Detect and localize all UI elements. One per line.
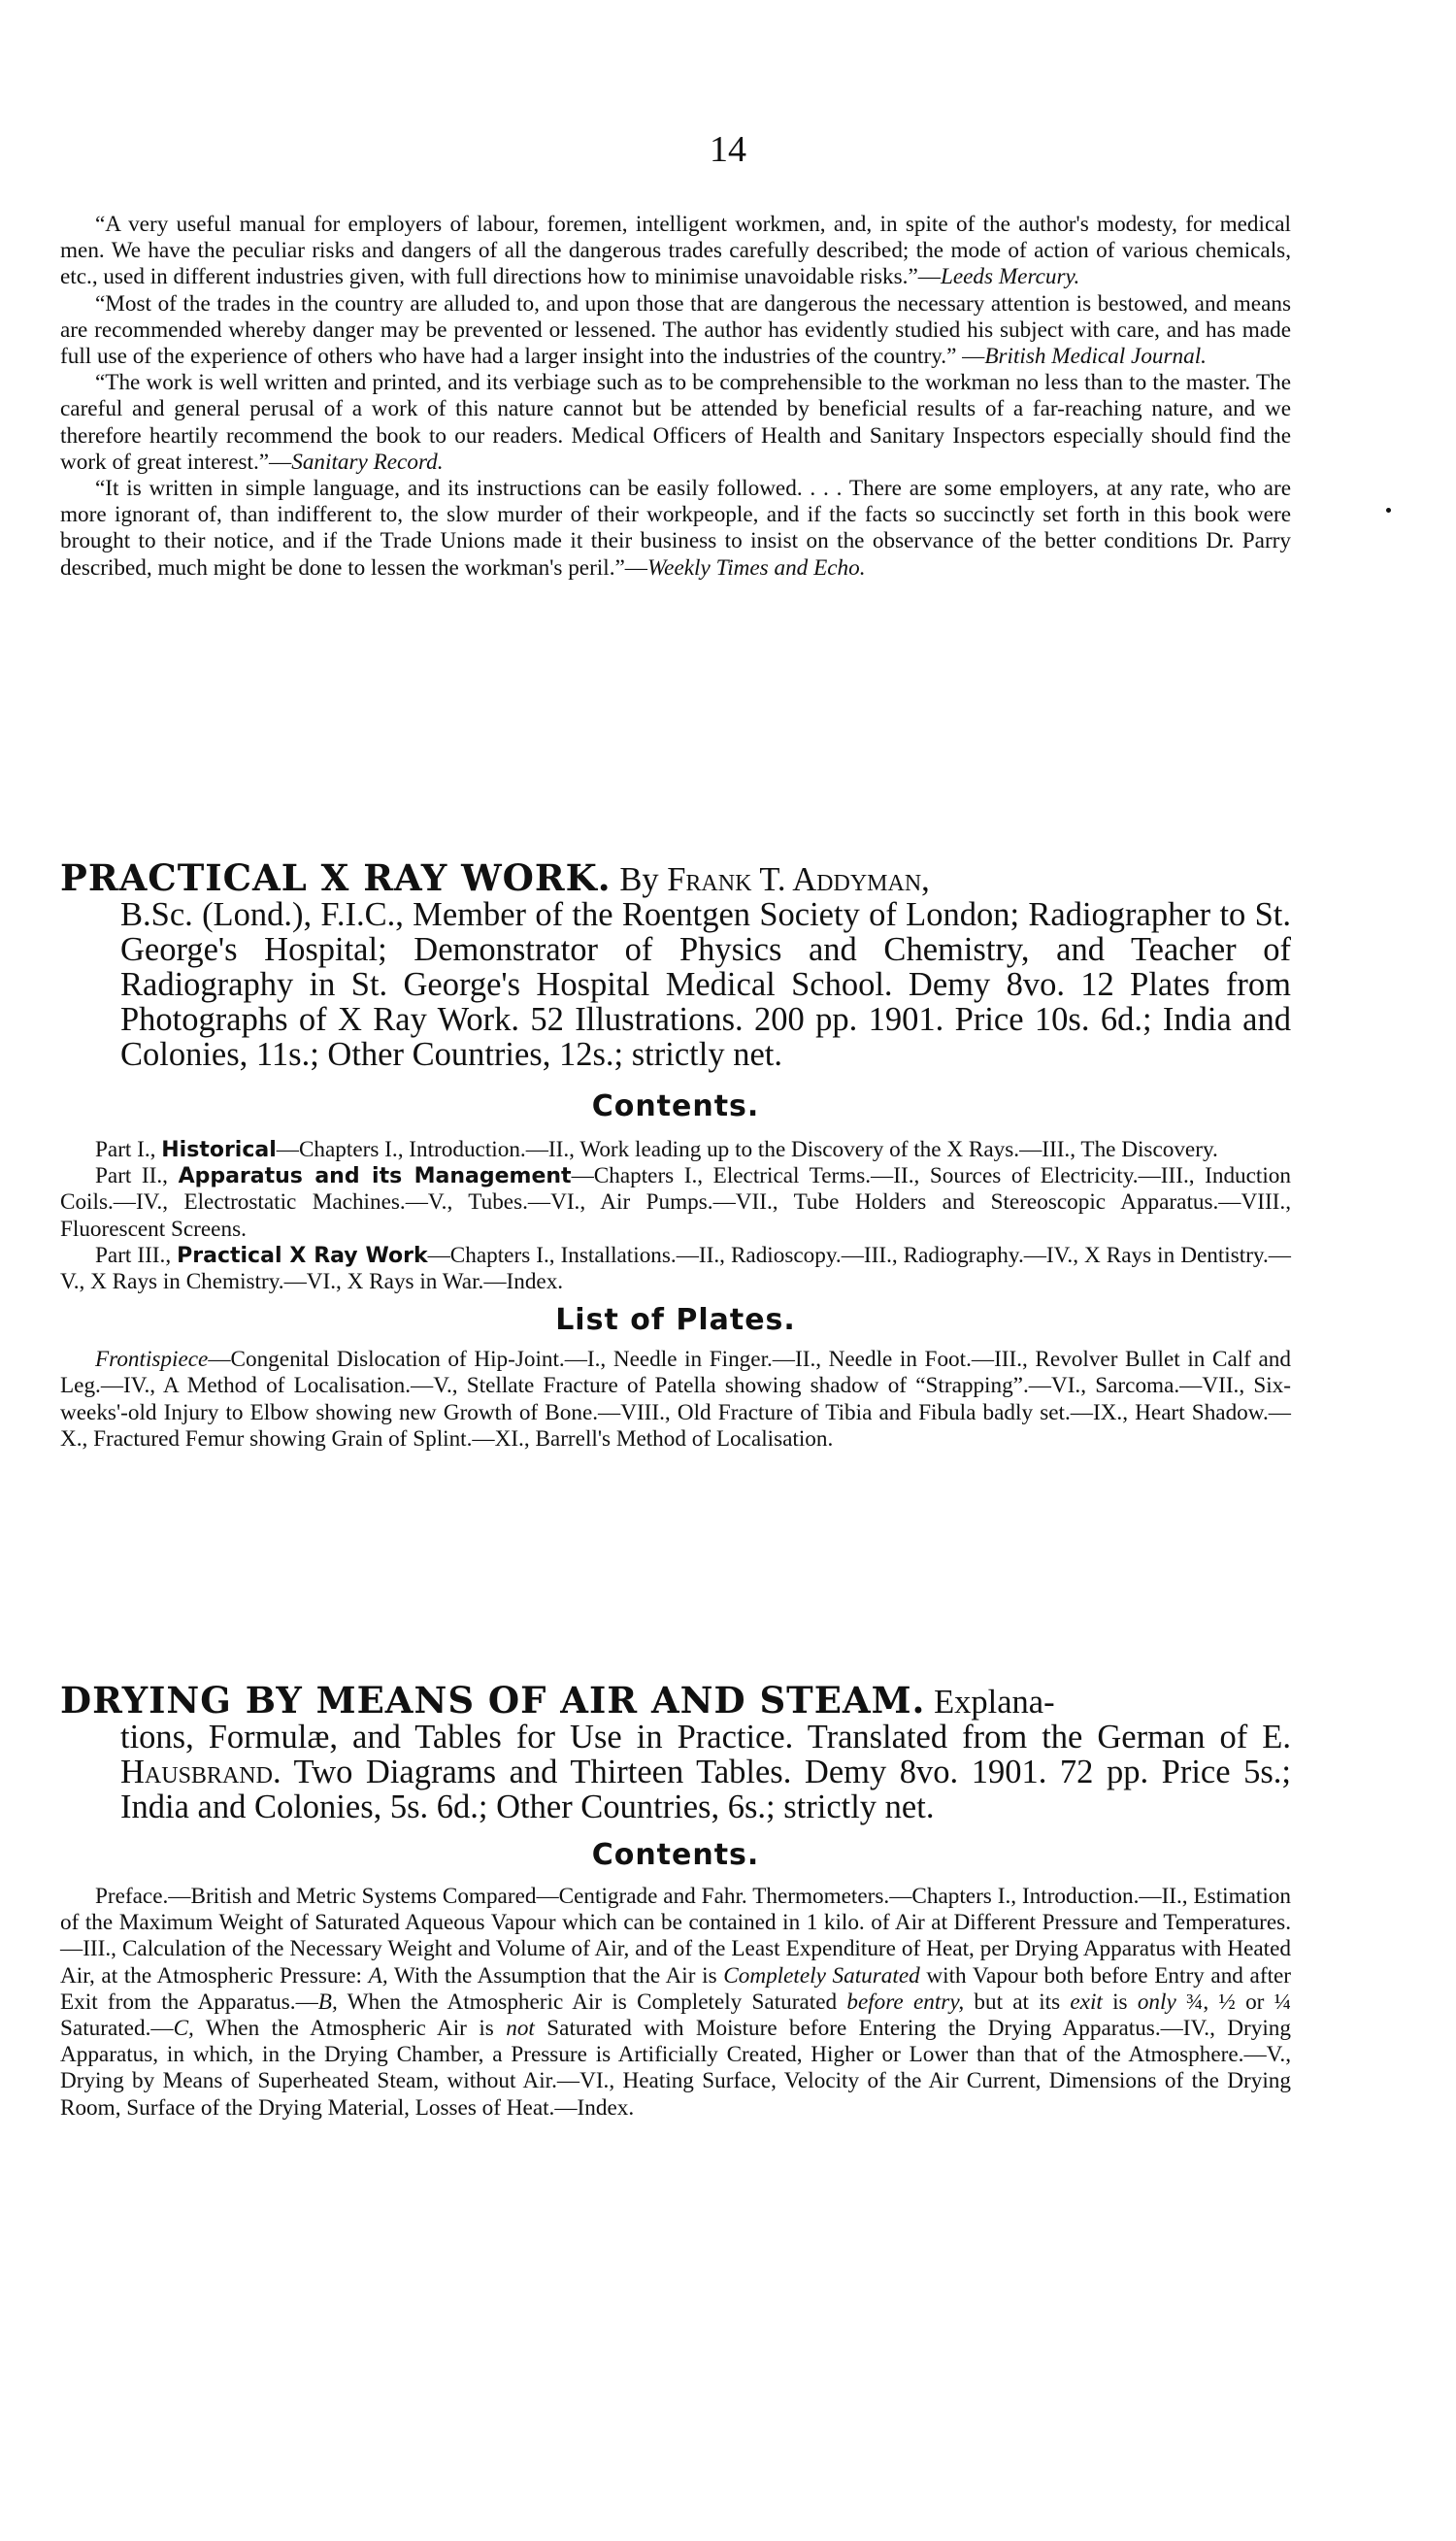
contents-paragraph: Preface.—British and Metric Systems Compared—Centigrade and Fahr. Thermometers.—Chapters I., Introduction.—II., Estimation of the Maximum Weight of Saturated Aqueous Vapour which can be contained in 1 kilo. of Air at Different Pressure and Temperatures.—III., Calculation of the Necessary Weight and Volume of Air, and of the Least Expenditure of Heat, per Drying Apparatus with Heated Air, at the Atmospheric Pressure: A, With the Assumption that the Air is Completely Saturated with Vapour both before Entry and after Exit from the Apparatus.—B, When the Atmospheric Air is Completely Saturated before entry, but at its exit is only ¾, ½ or ¼ Saturated.—C, When the Atmospheric Air is not Saturated with Moisture before Entering the Drying Apparatus.—IV., Drying Apparatus, in which, in the Drying Chamber, a Pressure is Artificially Created, Higher or Lower than that of the Atmosphere.—V., Drying by Means of Superheated Steam, without Air.—VI., Heating Surface, Velocity of the Air Current, Dimensions of the Drying Room, Surface of the Drying Material, Losses of Heat.—Index. [60,1884,1292,2121]
review-source: Sanitary Record. [291,449,444,475]
contents-heading: Contents. [591,1838,760,1872]
contents-part: Part I., Historical—Chapters I., Introduction.—II., Work leading up to the Discovery of the X Rays.—III., The Discovery. [95,1137,1218,1162]
book-description: B.Sc. (Lond.), F.I.C., Member of the Roentgen Society of London; Radiographer to St. George's Hospital; Demonstrator of Physics and Chemistry, and Teacher of Radiography in St. George's Hospital Medical School. Demy 8vo. 12 Plates from Photographs of X Ray Work. 52 Illustrations. 200 pp. 1901. Price 10s. 6d.; India and Colonies, 11s.; Other Countries, 12s.; strictly net. [120,896,1291,1073]
contents-list [60,1884,1291,2122]
review-1: “A very useful manual for employers of labour, foremen, intelligent workmen, and, in spite of the author's modesty, for medical men. We have the peculiar risks and dangers of all the dangerous trades carefully described; the mode of action of various chemicals, etc., used in different industries given, with full directions how to minimise unavoidable risks.”—Leeds Mercury. [60,212,1291,290]
book-translator: Hausbrand. [120,1754,281,1790]
book-description: tions, Formulæ, and Tables for Use in Practice. Translated from the German of E. Hausbrand. Two Diagrams and Thirteen Tables. Demy 8vo. 1901. 72 pp. Price 5s.; India and Colonies, 5s. 6d.; Other Countries, 6s.; strictly net. [120,1719,1291,1825]
book-title: DRYING BY MEANS OF AIR AND STEAM. [60,1679,926,1722]
review-source: British Medical Journal. [984,344,1207,370]
book-practical-x-ray-work [60,856,1291,1453]
contents-part: Part III., Practical X Ray Work—Chapters I., Installations.—II., Radioscopy.—III., Radiography.—IV., X Rays in Dentistry.—V., X Rays in Chemistry.—VI., X Rays in War.—Index. [60,1242,1291,1295]
plates-heading: List of Plates. [555,1303,796,1338]
review-4: “It is written in simple language, and its instructions can be easily followed. . . . There are some employers, at any rate, who are more ignorant of, than indifferent to, the slow murder of their workpeople, and if the facts so succinctly set forth in this book were brought to their notice, and if the Trade Unions made it their business to insist on the observance of the better conditions Dr. Parry described, much might be done to lessen the workman's peril.”—Weekly Times and Echo. [60,476,1291,581]
contents-list [60,1137,1291,1295]
review-2: “Most of the trades in the country are alluded to, and upon those that are dangerous the necessary attention is bestowed, and means are recommended whereby danger may be prevented or lessened. The author has evidently studied his subject with care, and has made full use of the experience of others who have had a larger insight into the industries of the country.” —British Medical Journal. [60,290,1291,370]
contents-heading: Contents. [591,1089,760,1123]
book-author: Frank T. Addyman, [667,861,930,898]
book-title: PRACTICAL X RAY WORK. [60,856,612,899]
review-source: Weekly Times and Echo. [646,554,866,581]
book-drying-by-air-and-steam [60,1679,1292,2122]
contents-part: Part II., Apparatus and its Management—Chapters I., Electrical Terms.—II., Sources of Electricity.—III., Induction Coils.—IV., Electrostatic Machines.—V., Tubes.—VI., Air Pumps.—VII., Tube Holders and Stereoscopic Apparatus.—VIII., Fluorescent Screens. [60,1163,1291,1242]
book-heading: PRACTICAL X RAY WORK. By Frank T. Addyman, B.Sc. (Lond.), F.I.C., Member of the Roentgen Society of London; Radiographer to St. George's Hospital; Demonstrator of Physics and Chemistry, and Teacher of Radiography in St. George's Hospital Medical School. Demy 8vo. 12 Plates from Photographs of X Ray Work. 52 Illustrations. 200 pp. 1901. Price 10s. 6d.; India and Colonies, 11s.; Other Countries, 12s.; strictly net. [60,856,1291,1073]
margin-speck [1386,508,1391,513]
press-reviews [60,212,1291,582]
plates-list: Frontispiece—Congenital Dislocation of Hip-Joint.—I., Needle in Finger.—II., Needle in Foot.—III., Revolver Bullet in Calf and Leg.—IV., A Method of Localisation.—V., Stellate Fracture of Patella showing shadow of “Strapping”.—VI., Sarcoma.—VII., Six-weeks'-old Injury to Elbow showing new Growth of Bone.—VIII., Old Fracture of Tibia and Fibula badly set.—IX., Heart Shadow.—X., Fractured Femur showing Grain of Splint.—XI., Barrell's Method of Localisation. [60,1347,1291,1452]
page-number: 14 [710,129,746,170]
review-source: Leeds Mercury. [940,264,1080,290]
review-3: “The work is well written and printed, and its verbiage such as to be comprehensible to the workman no less than to the master. The careful and general perusal of a work of this nature cannot but be attended by beneficial results of a far-reaching nature, and we therefore heartily recommend the book to our readers. Medical Officers of Health and Sanitary Inspectors especially should find the work of great interest.”—Sanitary Record. [60,370,1291,475]
book-heading: DRYING BY MEANS OF AIR AND STEAM. Explana- tions, Formulæ, and Tables for Use in Practice. Translated from the German of E. Hausbrand. Two Diagrams and Thirteen Tables. Demy 8vo. 1901. 72 pp. Price 5s.; India and Colonies, 5s. 6d.; Other Countries, 6s.; strictly net. [60,1679,1291,1825]
